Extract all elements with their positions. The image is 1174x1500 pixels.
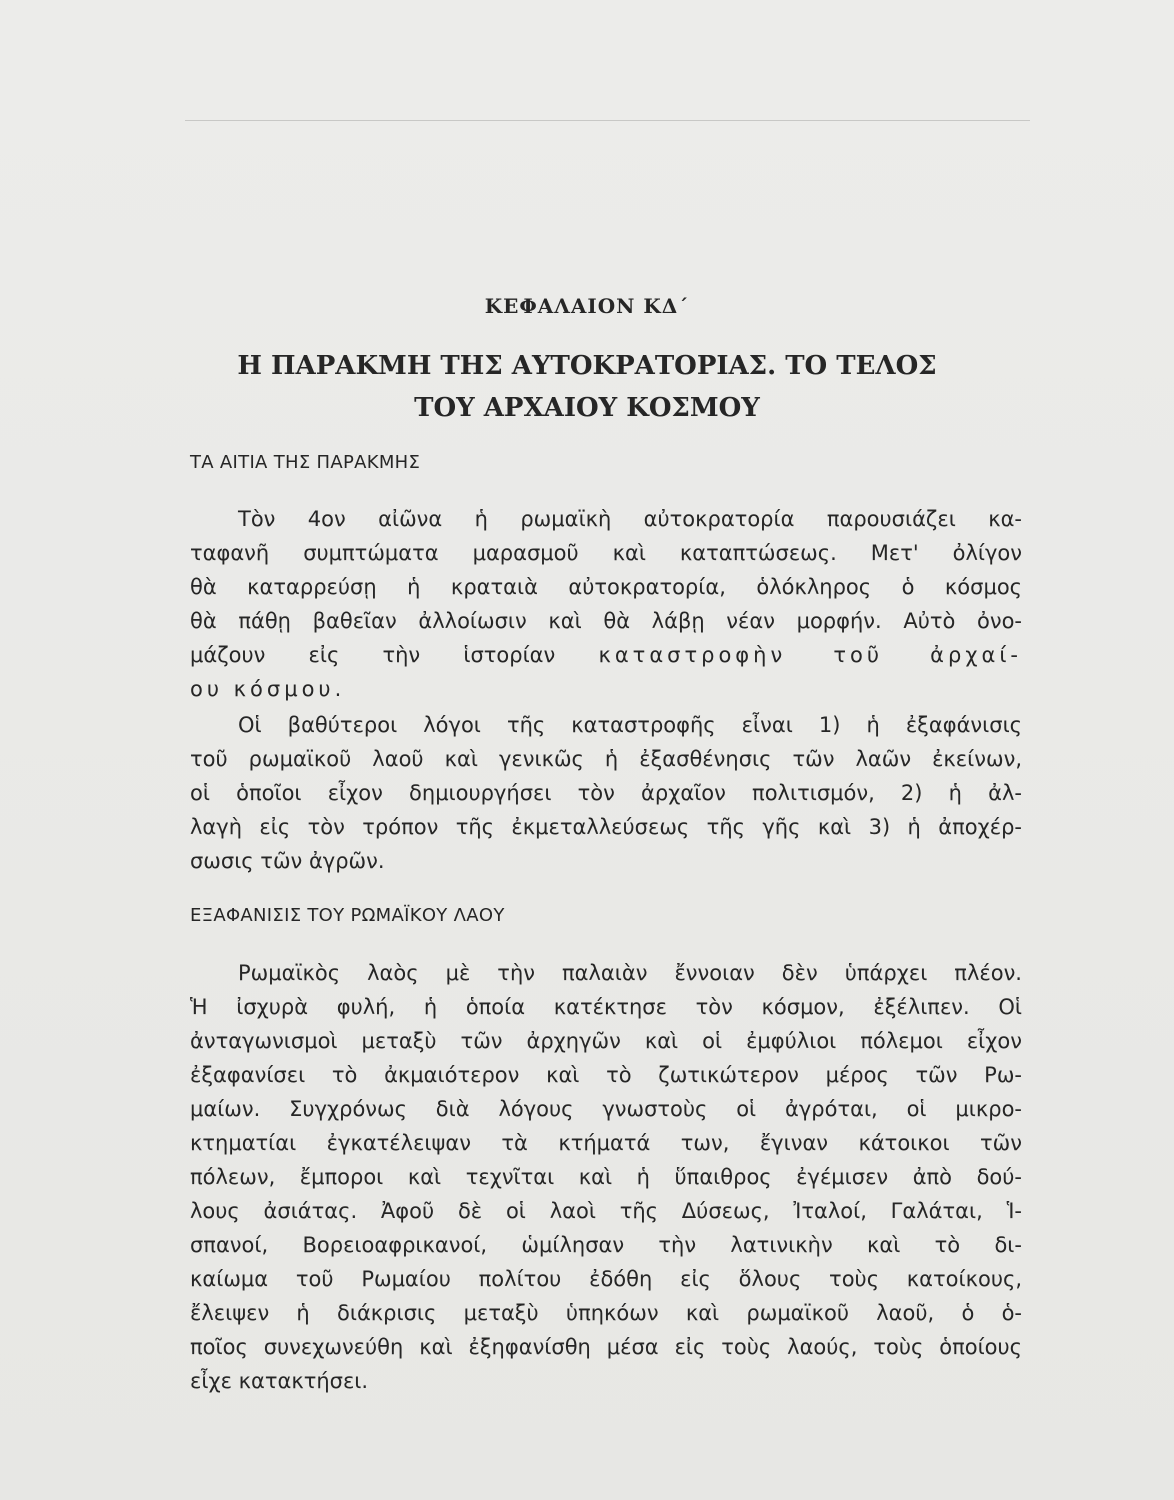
text-line: καίωμα τοῦ Ρωμαίου πολίτου ἐδόθη εἰς ὅλους τοὺς κατοίκους, xyxy=(190,1267,1022,1291)
text-line: τοῦ ρωμαϊκοῦ λαοῦ καὶ γενικῶς ἡ ἐξασθένησις τῶν λαῶν ἐκείνων, xyxy=(190,747,1022,771)
text-line: σπανοί, Βορειοαφρικανοί, ὡμίλησαν τὴν λατινικὴν καὶ τὸ δι- xyxy=(190,1233,1022,1257)
text-line: ποῖος συνεχωνεύθη καὶ ἐξηφανίσθη μέσα εἰς τοὺς λαούς, τοὺς ὁποίους xyxy=(190,1335,1022,1359)
section-heading-causes: ΤΑ ΑΙΤΙΑ ΤΗΣ ΠΑΡΑΚΜΗΣ xyxy=(190,452,421,473)
chapter-title-line-2: ΤΟΥ ΑΡΧΑΙΟΥ ΚΟΣΜΟΥ xyxy=(414,393,760,423)
text-line: Οἱ βαθύτεροι λόγοι τῆς καταστροφῆς εἶναι 1) ἡ ἐξαφάνισις xyxy=(238,713,1022,737)
header-rule xyxy=(185,120,1030,121)
text-line: ἔλειψεν ἡ διάκρισις μεταξὺ ὑπηκόων καὶ ρωμαϊκοῦ λαοῦ, ὁ ὁ- xyxy=(190,1301,1022,1325)
paragraph-decline-intro xyxy=(190,502,1022,706)
chapter-title-line-1: Η ΠΑΡΑΚΜΗ ΤΗΣ ΑΥΤΟΚΡΑΤΟΡΙΑΣ. ΤΟ ΤΕΛΟΣ xyxy=(237,351,937,381)
text-line: οἱ ὁποῖοι εἶχον δημιουργήσει τὸν ἀρχαῖον πολιτισμόν, 2) ἡ ἀλ- xyxy=(190,781,1022,805)
text-line: Τὸν 4ον αἰῶνα ἡ ρωμαϊκὴ αὐτοκρατορία παρουσιάζει κα- xyxy=(238,507,1022,531)
text-line: λους ἀσιάτας. Ἀφοῦ δὲ οἱ λαοὶ τῆς Δύσεως, Ἰταλοί, Γαλάται, Ἱ- xyxy=(190,1199,1022,1223)
text-line: θὰ πάθῃ βαθεῖαν ἀλλοίωσιν καὶ θὰ λάβῃ νέαν μορφήν. Αὐτὸ ὀνο- xyxy=(190,609,1022,633)
spaced-emphasis: καταστροφὴν τοῦ ἀρχαί- xyxy=(598,643,1022,667)
text-line: πόλεων, ἔμποροι καὶ τεχνῖται καὶ ἡ ὕπαιθρος ἐγέμισεν ἀπὸ δού- xyxy=(190,1165,1022,1189)
text-line: σωσις τῶν ἀγρῶν. xyxy=(190,849,385,873)
section-heading-disappearance: ΕΞΑΦΑΝΙΣΙΣ ΤΟΥ ΡΩΜΑΪΚΟΥ ΛΑΟΥ xyxy=(190,905,505,926)
text-line: κτηματίαι ἐγκατέλειψαν τὰ κτήματά των, ἔγιναν κάτοικοι τῶν xyxy=(190,1131,1022,1155)
text-line xyxy=(190,638,1022,672)
text-line: λαγὴ εἰς τὸν τρόπον τῆς ἐκμεταλλεύσεως τῆς γῆς καὶ 3) ἡ ἀποχέρ- xyxy=(190,815,1022,839)
text-line: Ἡ ἰσχυρὰ φυλή, ἡ ὁποία κατέκτησε τὸν κόσμον, ἐξέλιπεν. Οἱ xyxy=(190,995,1022,1019)
text-line: ταφανῆ συμπτώματα μαρασμοῦ καὶ καταπτώσεως. Μετ' ὀλίγον xyxy=(190,541,1022,565)
chapter-label: ΚΕΦΑΛΑΙΟΝ ΚΔ΄ xyxy=(484,294,690,318)
text-line: ἐξαφανίσει τὸ ἀκμαιότερον καὶ τὸ ζωτικώτερον μέρος τῶν Ρω- xyxy=(190,1063,1022,1087)
paragraph-roman-people xyxy=(190,956,1022,1398)
text-fragment: μάζουν εἰς τὴν ἱστορίαν xyxy=(190,643,556,667)
text-line: θὰ καταρρεύσῃ ἡ κραταιὰ αὐτοκρατορία, ὁλόκληρος ὁ κόσμος xyxy=(190,575,1022,599)
text-line: μαίων. Συγχρόνως διὰ λόγους γνωστοὺς οἱ ἀγρόται, οἱ μικρο- xyxy=(190,1097,1022,1121)
spaced-emphasis-end: ου κόσμου. xyxy=(190,677,346,701)
paragraph-deeper-causes xyxy=(190,708,1022,878)
text-line: Ρωμαϊκὸς λαὸς μὲ τὴν παλαιὰν ἔννοιαν δὲν ὑπάρχει πλέον. xyxy=(238,961,1022,985)
chapter-title xyxy=(0,345,1174,429)
text-line: ἀνταγωνισμοὶ μεταξὺ τῶν ἀρχηγῶν καὶ οἱ ἐμφύλιοι πόλεμοι εἶχον xyxy=(190,1029,1022,1053)
text-line: εἶχε κατακτήσει. xyxy=(190,1369,369,1393)
